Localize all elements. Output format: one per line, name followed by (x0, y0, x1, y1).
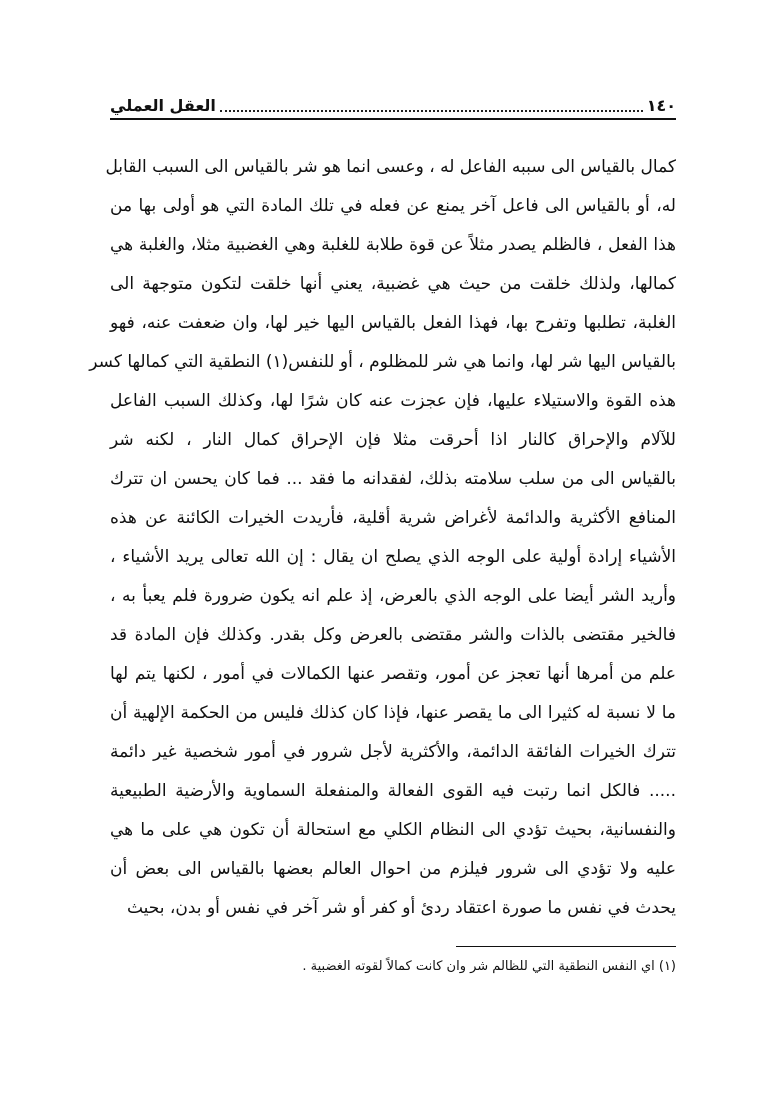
text-line: علم من أمرها أنها تعجز عن أمور، وتقصر عنها الكمالات في أمور ، لكنها يتم لها (110, 664, 676, 684)
text-line: كمالها، ولذلك خلقت من حيث هي غضبية، يعني أنها خلقت لتكون متوجهة الى (110, 274, 676, 294)
text-line: المنافع الأكثرية والدائمة لأغراض شرية أقلية، فأريدت الخيرات الكائنة عن هذه (110, 508, 676, 528)
text-line: ..... فالكل انما رتبت فيه القوى الفعالة والمنفعلة السماوية والأرضية الطبيعية (110, 781, 676, 801)
text-line: الأشياء إرادة أولية على الوجه الذي يصلح ان يقال : إن الله تعالى يريد الأشياء ، (110, 547, 676, 567)
text-line: والنفسانية، بحيث تؤدي الى النظام الكلي مع استحالة أن تكون هي على ما هي (110, 820, 676, 840)
page-header (110, 92, 676, 120)
text-line: تترك الخيرات الفائقة الدائمة، والأكثرية لأجل شرور في أمور شخصية غير دائمة (110, 742, 676, 762)
text-line: كمال بالقياس الى سببه الفاعل له ، وعسى انما هو شر بالقياس الى السبب القابل (105, 157, 676, 177)
text-line: عليه ولا تؤدي الى شرور فيلزم من احوال العالم بعضها بالقياس الى بعض أن (110, 859, 676, 879)
text-line: ما لا نسبة له كثيرا الى ما يقصر عنها، فإذا كان كذلك فليس من الحكمة الإلهية أن (110, 703, 676, 723)
text-line: الغلبة، تطلبها وتفرح بها، فهذا الفعل بالقياس اليها خير لها، وان ضعفت عنه، فهو (110, 313, 676, 333)
text-line: هذا الفعل ، فالظلم يصدر مثلاً عن قوة طلابة للغلبة وهي الغضبية مثلا، والغلبة هي (110, 235, 676, 255)
text-line: فالخير مقتضى بالذات والشر مقتضى بالعرض وكل بقدر. وكذلك فإن المادة قد (110, 625, 676, 645)
body-text (89, 148, 676, 928)
text-line: للآلام والإحراق كالنار اذا أحرقت مثلا فإن الإحراق كمال النار ، لكنه شر (110, 430, 676, 450)
text-line: يحدث في نفس ما صورة اعتقاد ردئ أو كفر أو شر آخر في نفس أو بدن، بحيث (126, 898, 676, 918)
text-line: هذه القوة والاستيلاء عليها، فإن عجزت عنه كان شرًا لها، وكذلك السبب الفاعل (110, 391, 676, 411)
text-line: له، أو بالقياس الى فاعل آخر يمنع عن فعله في تلك المادة التي هو أولى بها من (110, 196, 676, 216)
footnote-divider (456, 946, 676, 947)
text-line: بالقياس الى من سلب سلامته بذلك، لفقدانه ما فقد ... فما كان يحسن ان تترك (110, 469, 676, 489)
footnote: (١) اي النفس النطقية التي للظالم شر وان كانت كمالاً لقوته الغضبية . (302, 959, 676, 974)
text-line: وأريد الشر أيضا على الوجه الذي بالعرض، إذ علم انه يكون ضرورة فلم يعبأ به ، (110, 586, 676, 606)
running-title: العقل العملي (110, 96, 216, 115)
header-dotted-leader (220, 109, 643, 112)
text-line: بالقياس اليها شر لها، وانما هي شر للمظلوم ، أو للنفس(١) النطقية التي كمالها كسر (89, 352, 676, 372)
page-number: ١٤٠ (646, 96, 676, 115)
